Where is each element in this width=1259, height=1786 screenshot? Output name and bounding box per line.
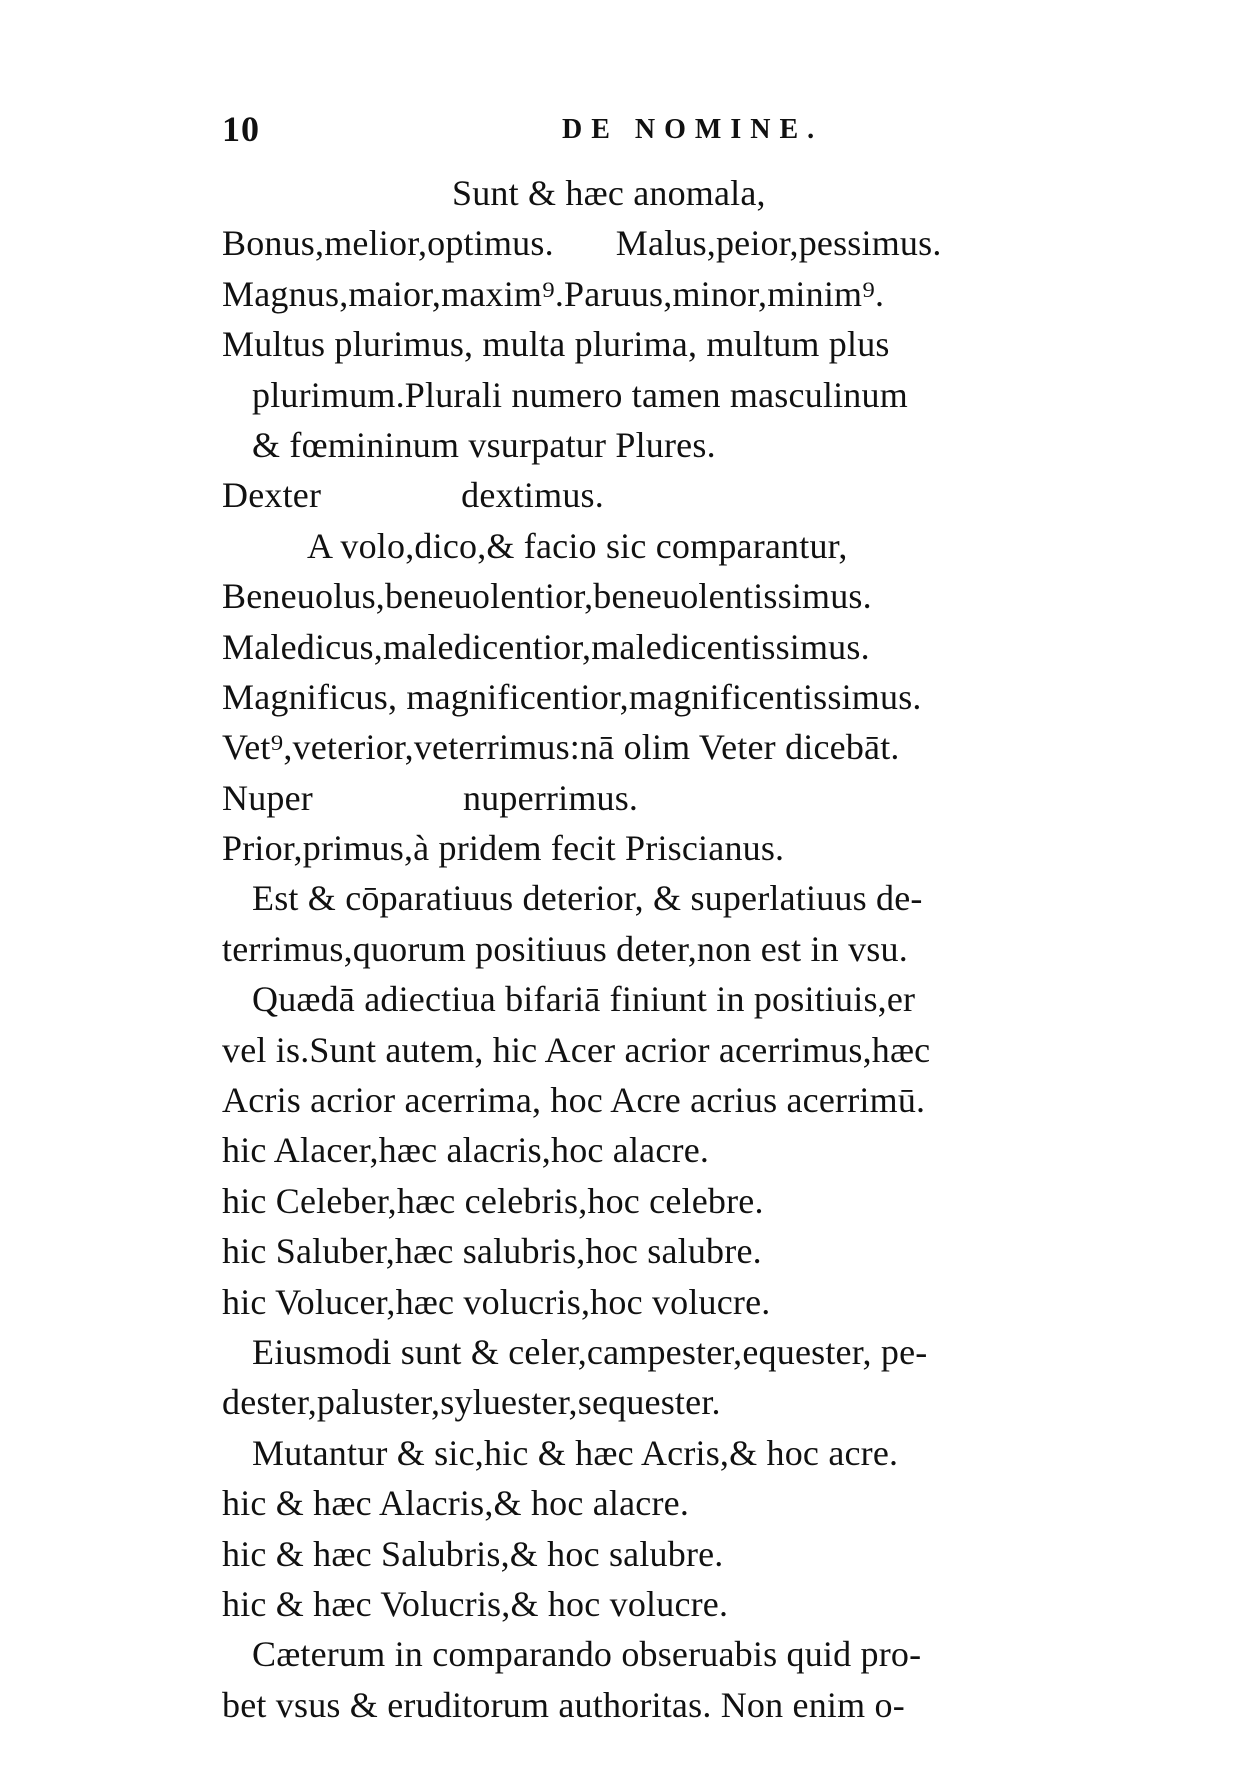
text-line — [222, 470, 1062, 520]
text-line: vel is.Sunt autem, hic Acer acrior acerrimus,hæc — [222, 1029, 931, 1070]
text-line: Maledicus,maledicentior,maledicentissimus. — [222, 626, 870, 667]
text-line: bet vsus & eruditorum authoritas. Non enim o- — [222, 1684, 905, 1725]
text-line: & fœmininum vsurpatur Plures. — [252, 424, 716, 465]
text-line: Mutantur & sic,hic & hæc Acris,& hoc acre. — [252, 1432, 899, 1473]
text-line: Prior,primus,à pridem fecit Priscianus. — [222, 828, 785, 869]
text-line: Beneuolus,beneuolentior,beneuolentissimus. — [222, 576, 872, 617]
text-line: hic Saluber,hæc salubris,hoc salubre. — [222, 1231, 762, 1272]
text-line: Eiusmodi sunt & celer,campester,equester, pe- — [252, 1331, 928, 1372]
text-line: hic & hæc Volucris,& hoc volucre. — [222, 1583, 729, 1624]
text-line: plurimum.Plurali numero tamen masculinum — [252, 374, 908, 415]
text-block — [222, 168, 1062, 1730]
running-head: DE NOMINE. — [562, 114, 824, 145]
text-line: Cæterum in comparando obseruabis quid pro- — [252, 1634, 922, 1675]
text-line: A volo,dico,& facio sic comparantur, — [307, 525, 848, 566]
text-line: hic Celeber,hæc celebris,hoc celebre. — [222, 1180, 764, 1221]
text-line: Magnus,maior,maxim⁹.Paruus,minor,minim⁹. — [222, 273, 885, 314]
text-line: dester,paluster,syluester,sequester. — [222, 1382, 721, 1423]
text-segment: dextimus. — [461, 475, 604, 516]
page-number: 10 — [222, 109, 260, 149]
text-line: Acris acrior acerrima, hoc Acre acrius acerrimū. — [222, 1080, 926, 1121]
text-segment: Dexter — [222, 475, 322, 516]
text-line: hic & hæc Salubris,& hoc salubre. — [222, 1533, 724, 1574]
text-line: Est & cōparatiuus deterior, & superlatiuus de- — [252, 878, 923, 919]
text-line: Quædā adiectiua bifariā finiunt in positiuis,er — [252, 979, 916, 1020]
text-segment: nuperrimus. — [462, 777, 639, 818]
text-line: Multus plurimus, multa plurima, multum plus — [222, 324, 890, 365]
text-line: Sunt & hæc anomala, — [452, 173, 766, 213]
text-segment: Bonus,melior,optimus. — [222, 223, 554, 264]
text-line — [222, 218, 1062, 268]
page-header — [222, 108, 1042, 158]
text-segment: Malus,peior,pessimus. — [615, 223, 942, 264]
text-line: hic Alacer,hæc alacris,hoc alacre. — [222, 1130, 710, 1171]
text-line — [222, 773, 1062, 823]
text-segment: Nuper — [222, 777, 313, 818]
text-line: terrimus,quorum positiuus deter,non est in vsu. — [222, 928, 908, 969]
text-line: Vet⁹,veterior,veterrimus:nā olim Veter dicebāt. — [222, 727, 900, 768]
text-line: hic & hæc Alacris,& hoc alacre. — [222, 1483, 690, 1524]
text-line: hic Volucer,hæc volucris,hoc volucre. — [222, 1281, 771, 1322]
text-line: Magnificus, magnificentior,magnificentissimus. — [222, 676, 922, 717]
